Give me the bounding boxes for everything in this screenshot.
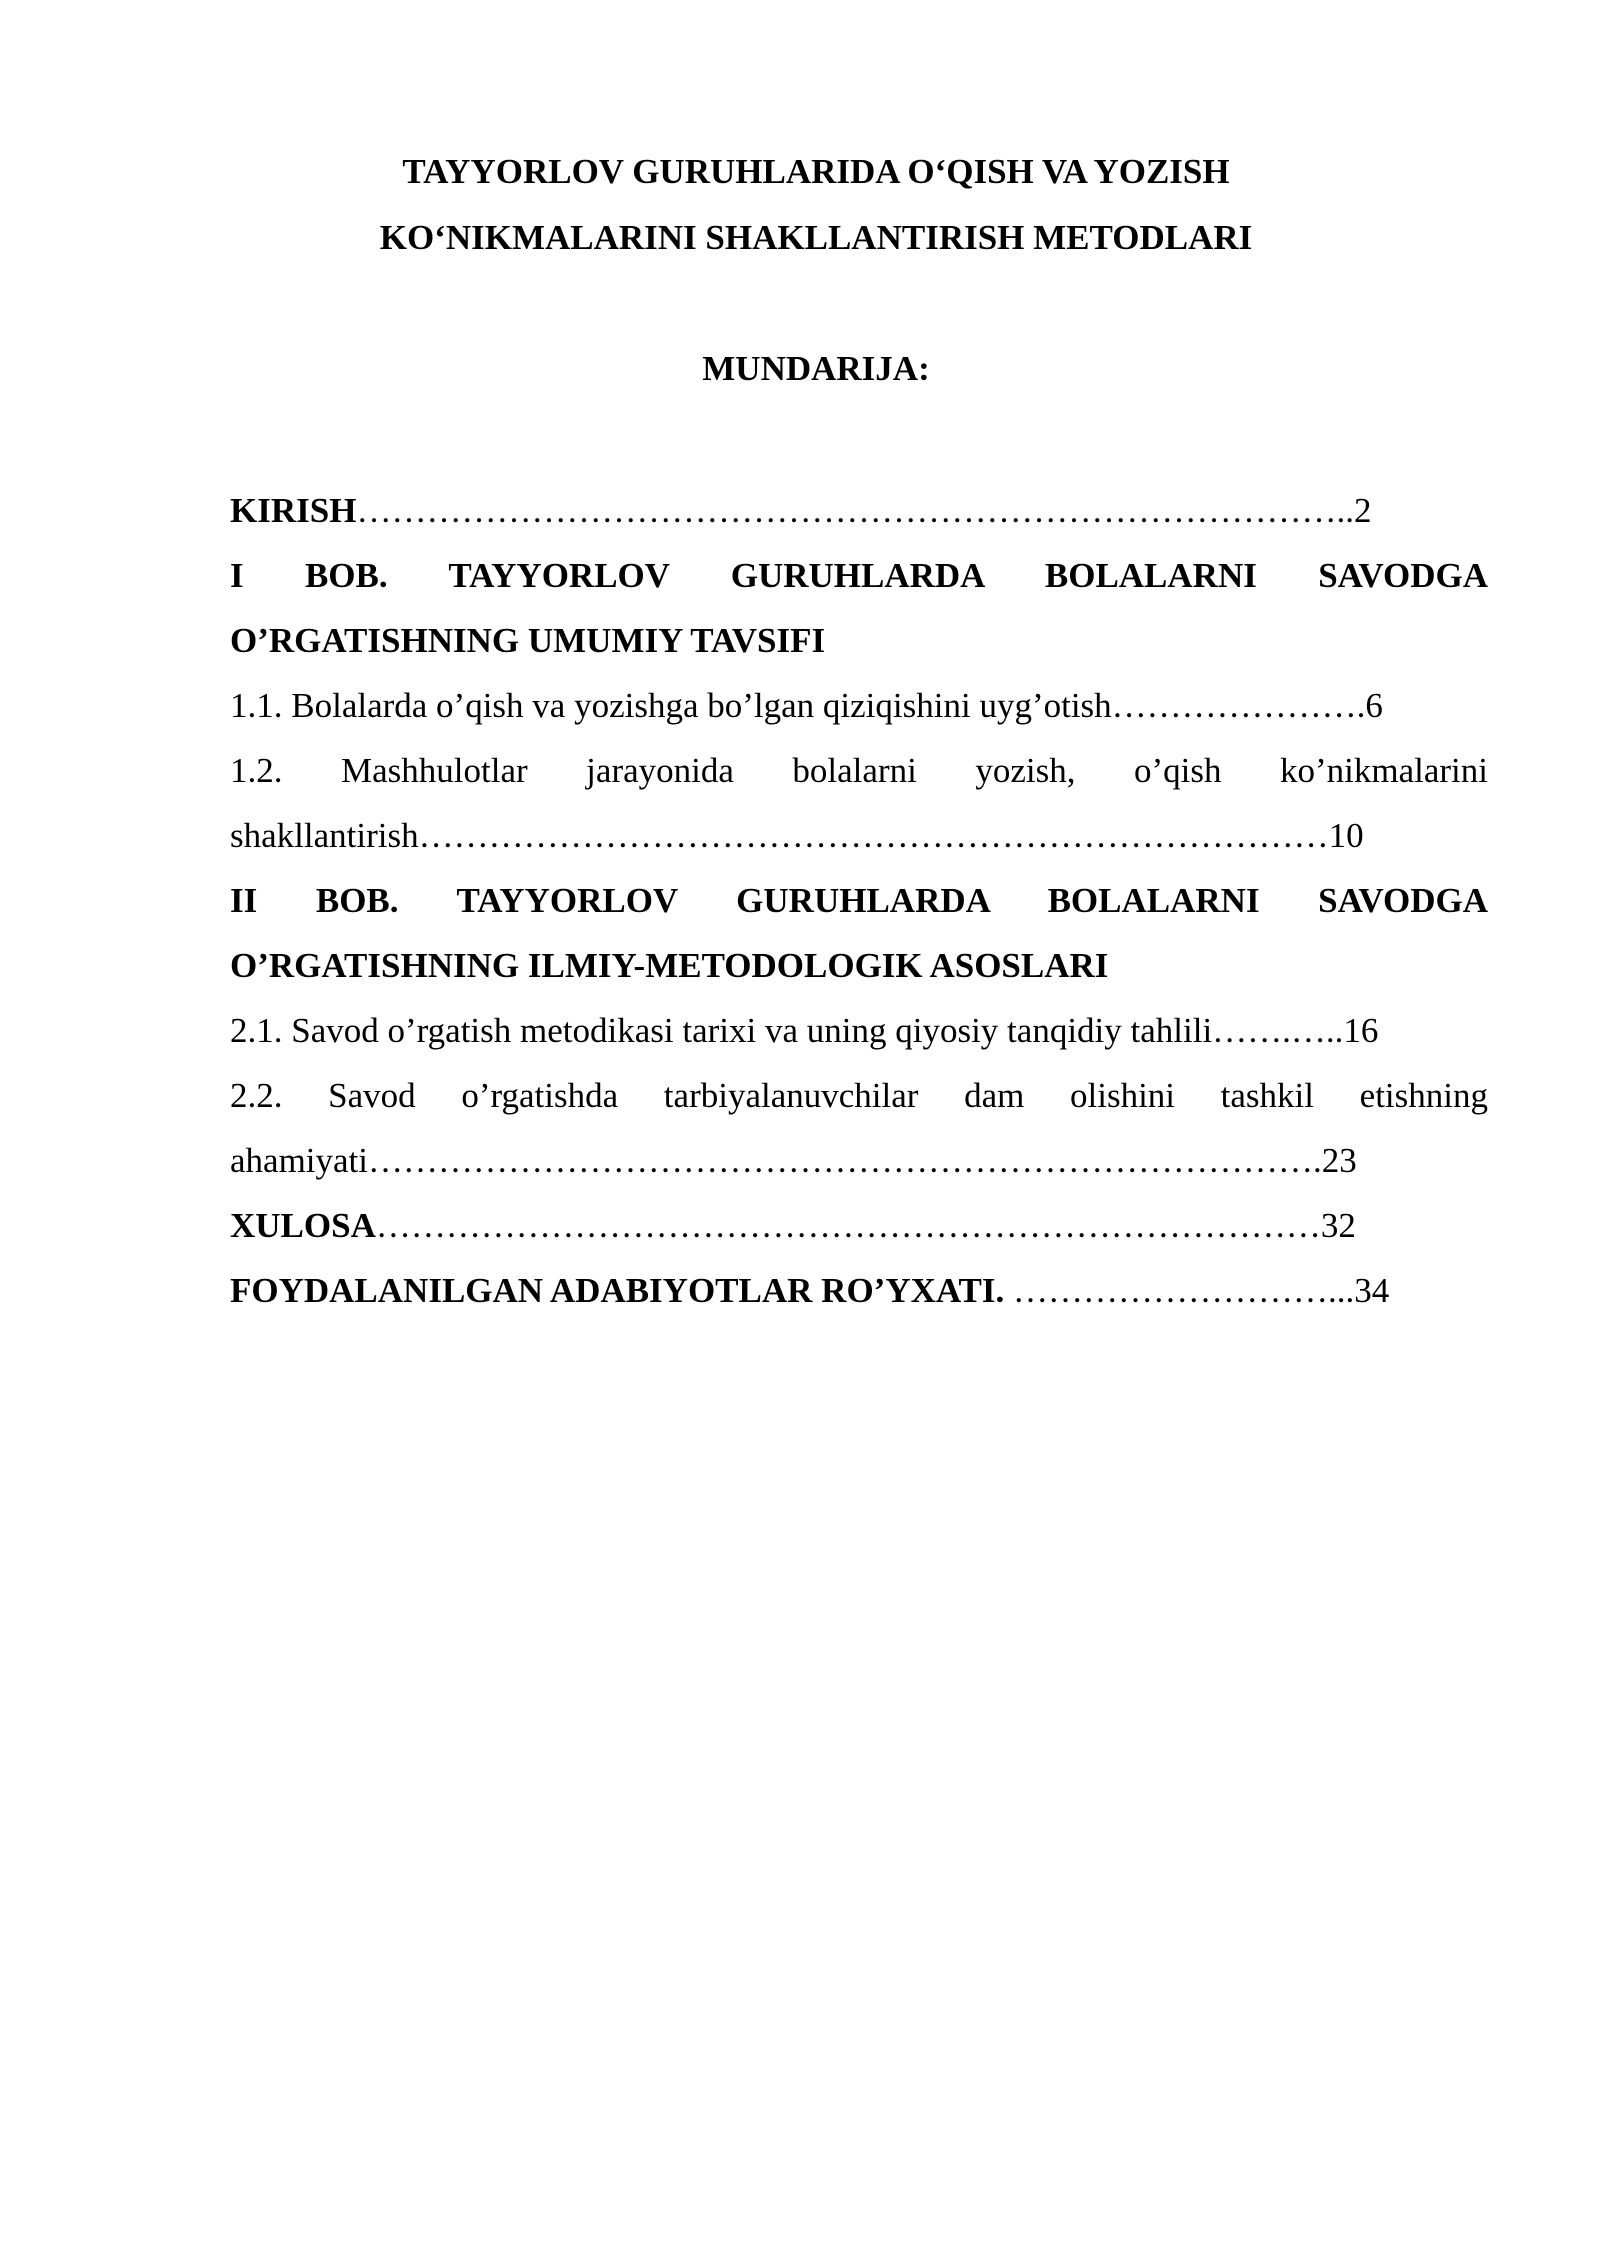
toc-entry-2-2-line-1: 2.2. Savod o’rgatishda tarbiyalanuvchilar dam olishini tashkil etishning (230, 1076, 1488, 1115)
toc-leader: …………………………………………………………………… (418, 816, 1329, 855)
toc-chapter-2-line-1: II BOB. TAYYORLOV GURUHLARDA BOLALARNI SAVODGA (230, 881, 1488, 920)
toc-chapter-2-line-2: O’RGATISHNING ILMIY-METODOLOGIK ASOSLARI (230, 946, 1109, 985)
toc-entry-label: KIRISH (230, 491, 357, 530)
toc-entry-1-2-line-1: 1.2. Mashhulotlar jarayonida bolalarni yozish, o’qish ko’nikmalarini (230, 751, 1488, 790)
document-title-line-1: TAYYORLOV GURUHLARIDA O‘QISH VA YOZISH (402, 152, 1230, 191)
toc-entry-1-2-line-2 (230, 803, 1488, 868)
toc-page-number: 10 (1328, 816, 1364, 855)
toc-entry-label: XULOSA (230, 1206, 376, 1245)
toc-leader: …………………. (1111, 686, 1366, 725)
toc-leader: …….….. (1212, 1011, 1344, 1050)
toc-entry-1-1 (230, 673, 1488, 738)
toc-entry-xulosa (230, 1193, 1488, 1258)
table-of-contents (230, 478, 1488, 1323)
toc-entry-label: 1.1. Bolalarda o’qish va yozishga bo’lgan qiziqishini uyg’otish (230, 686, 1112, 725)
toc-entry-label: FOYDALANILGAN ADABIYOTLAR RO’YXATI. (230, 1271, 1005, 1310)
toc-leader: ……………………………………………………………………… (375, 1206, 1321, 1245)
toc-page-number: 32 (1320, 1206, 1356, 1245)
toc-entry-2-1 (230, 998, 1488, 1063)
toc-leader: ………………………………………………………………………….. (356, 491, 1354, 530)
toc-page-number: 23 (1321, 1141, 1357, 1180)
toc-leader: ………………………... (1004, 1271, 1355, 1310)
toc-page-number: 6 (1365, 686, 1383, 725)
toc-leader: ………………………………………………………………………. (368, 1141, 1322, 1180)
toc-entry-label: shakllantirish (230, 816, 419, 855)
toc-chapter-1-line-2: O’RGATISHNING UMUMIY TAVSIFI (230, 621, 826, 660)
toc-entry-label: 2.1. Savod o’rgatish metodikasi tarixi va uning qiyosiy tanqidiy tahlili (230, 1011, 1213, 1050)
toc-chapter-1-line-1: I BOB. TAYYORLOV GURUHLARDA BOLALARNI SAVODGA (230, 556, 1488, 595)
toc-page-number: 2 (1353, 491, 1372, 530)
toc-entry-kirish (230, 478, 1488, 543)
toc-entry-adabiyotlar (230, 1258, 1488, 1323)
toc-page-number: 16 (1343, 1011, 1379, 1050)
toc-page-number: 34 (1354, 1271, 1390, 1310)
toc-heading: MUNDARIJA: (702, 349, 930, 388)
toc-entry-2-2-line-2 (230, 1128, 1488, 1193)
document-title-line-2: KO‘NIKMALARINI SHAKLLANTIRISH METODLARI (379, 218, 1253, 257)
toc-entry-label: ahamiyati (230, 1141, 369, 1180)
